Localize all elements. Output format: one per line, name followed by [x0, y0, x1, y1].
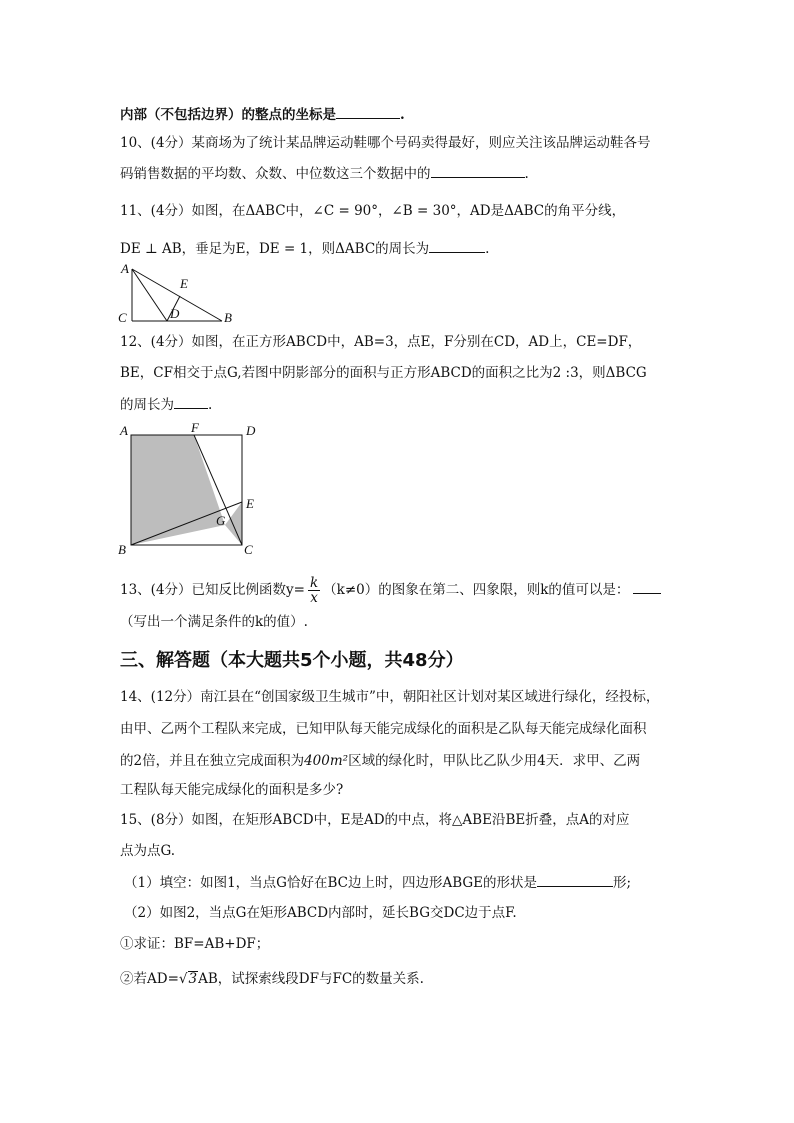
q11-label-a: A	[121, 261, 129, 276]
q14-line3-post: 区域的绿化时，甲队比乙队少用4天．求甲、乙两	[348, 753, 641, 769]
q12-line2: BE，CF相交于点G,若图中阴影部分的面积与正方形ABCD的面积之比为2 :3，则ΔBCG	[120, 365, 647, 381]
q15-part1-pre: （1）填空：如图1，当点G恰好在BC边上时，四边形ABGE的形状是	[124, 875, 538, 891]
q15-sub2-pre: ②若AD=	[120, 971, 179, 987]
q15-sqrt-radicand: 3	[188, 971, 198, 987]
q13-prefix: 13、(4分）已知反比例函数y=	[120, 582, 305, 598]
q11-label-b: B	[224, 310, 232, 325]
q15-part1-post: 形;	[613, 875, 632, 891]
q11-line1: 11、(4分）如图，在ΔABC中，∠C = 90°，∠B = 30°，AD是ΔABC的角平分线，	[120, 203, 626, 219]
q14-line3	[120, 751, 640, 771]
q13-answer-blank[interactable]	[633, 579, 661, 594]
q9-end: .	[400, 107, 405, 123]
q11-end: .	[485, 241, 490, 257]
q10-line1: 10、(4分）某商场为了统计某品牌运动鞋哪个号码卖得最好，则应关注该品牌运动鞋各号	[120, 135, 651, 151]
q10-answer-blank[interactable]	[431, 163, 525, 178]
q12-label-a: A	[120, 423, 128, 438]
q12-line3-text: 的周长为	[120, 397, 174, 413]
q10-end: .	[524, 166, 529, 182]
q11-line2	[120, 238, 489, 259]
q11-answer-blank[interactable]	[429, 238, 485, 253]
q11-triangle-figure	[112, 260, 242, 326]
q12-label-g: G	[216, 513, 226, 528]
q9-text	[120, 104, 405, 125]
q12-label-f: F	[191, 420, 199, 435]
q11-label-c: C	[118, 310, 127, 325]
q12-label-e: E	[246, 496, 254, 511]
q15-part1	[124, 872, 631, 893]
q15-sub2-post: AB，试探索线段DF与FC的数量关系.	[198, 971, 424, 987]
q9-tail: 内部（不包括边界）的整点的坐标是	[120, 107, 336, 123]
q11-label-d: D	[170, 306, 180, 321]
q12-label-c: C	[244, 542, 253, 557]
section3-heading: 三、解答题（本大题共5个小题，共48分）	[120, 650, 464, 671]
q13-frac-num: k	[309, 575, 319, 591]
q14-line2: 由甲、乙两个工程队来完成，已知甲队每天能完成绿化的面积是乙队每天能完成绿化面积	[120, 721, 647, 737]
q12-end: .	[208, 397, 213, 413]
q12-label-b: B	[118, 542, 126, 557]
q14-line1: 14、(12分）南江县在“创国家级卫生城市”中，朝阳社区计划对某区域进行绿化，经投标，	[120, 689, 660, 705]
q14-area-value: 400m²	[304, 753, 349, 769]
q13-frac-den: x	[310, 590, 318, 606]
q13-suffix: （k≠0）的图象在第二、四象限，则k的值可以是：	[323, 582, 630, 598]
q11-line2-text: DE ⊥ AB，垂足为E，DE = 1，则ΔABC的周长为	[120, 241, 430, 257]
q15-sub1: ①求证：BF=AB+DF；	[120, 936, 270, 952]
q14-line3-pre: 的2倍，并且在独立完成面积为	[120, 753, 305, 769]
q12-line3	[120, 394, 212, 415]
q10-line2-text: 码销售数据的平均数、众数、中位数这三个数据中的	[120, 166, 431, 182]
q15-answer-blank[interactable]	[537, 872, 613, 887]
q15-line2: 点为点G.	[120, 843, 176, 859]
q12-answer-blank[interactable]	[174, 394, 208, 409]
q13-line1	[120, 576, 661, 605]
q15-part2: （2）如图2，当点G在矩形ABCD内部时，延长BG交DC边于点F.	[124, 905, 517, 921]
q11-label-e: E	[180, 276, 188, 291]
q13-line2: （写出一个满足条件的k的值）.	[120, 614, 308, 630]
q14-line4: 工程队每天能完成绿化的面积是多少?	[120, 782, 344, 798]
q13-fraction	[308, 576, 320, 605]
q15-sub2	[120, 969, 424, 989]
q10-line2	[120, 163, 529, 184]
q15-line1: 15、(8分）如图，在矩形ABCD中，E是AD的中点，将△ABE沿BE折叠，点A的对应	[120, 812, 630, 828]
q12-label-d: D	[246, 423, 256, 438]
q9-answer-blank[interactable]	[336, 104, 400, 119]
sqrt-icon: √	[178, 971, 188, 987]
q12-square-figure	[114, 418, 264, 562]
q12-line1: 12、(4分）如图，在正方形ABCD中，AB=3，点E，F分别在CD，AD上，CE=DF，	[120, 334, 642, 350]
